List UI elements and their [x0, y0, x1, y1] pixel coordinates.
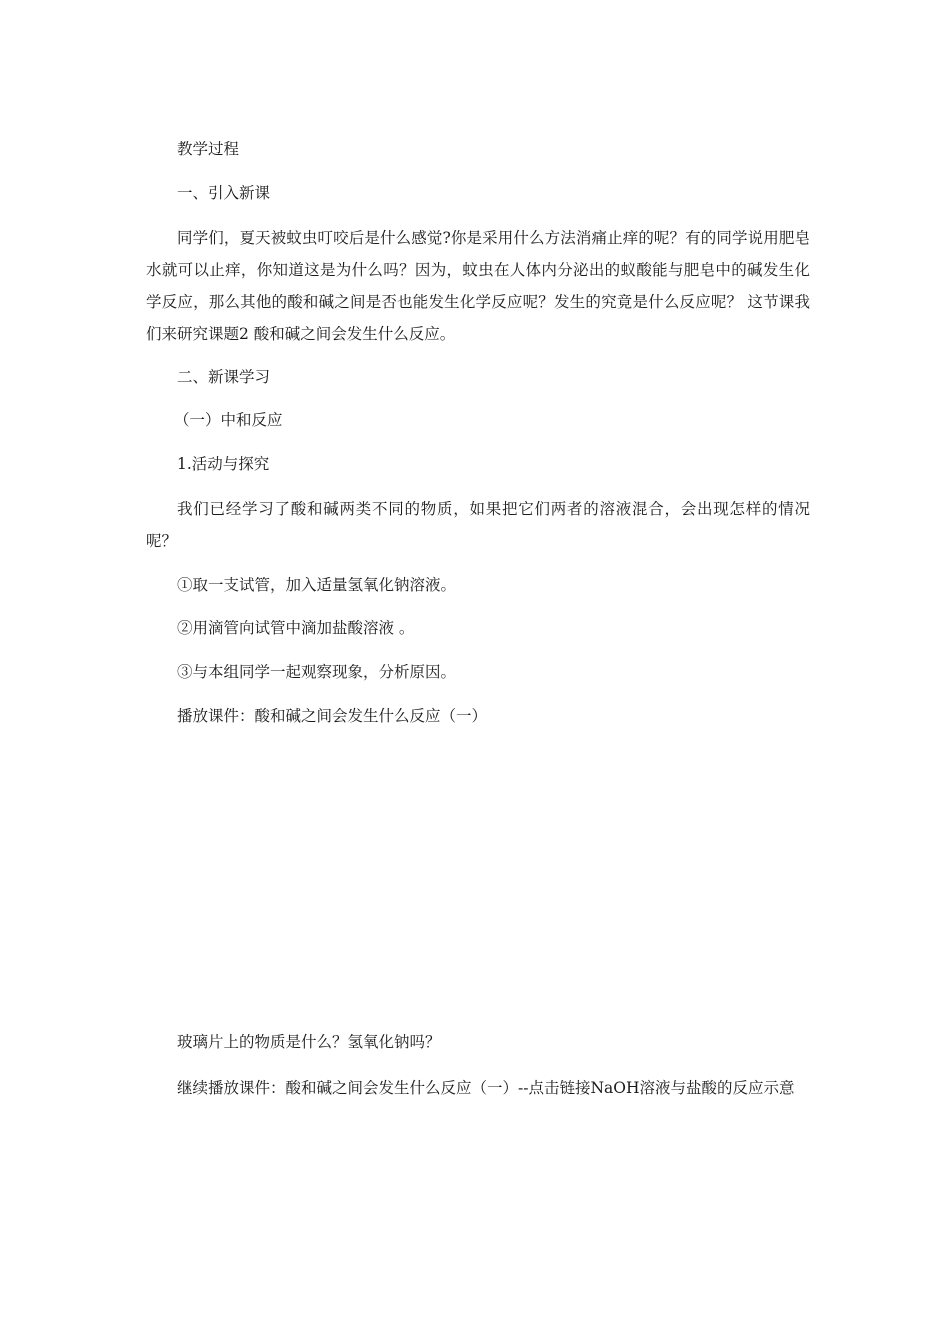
intro-paragraph: 同学们，夏天被蚊虫叮咬后是什么感觉?你是采用什么方法消痛止痒的呢？有的同学说用肥皂水就可以止痒，你知道这是为什么吗？因为，蚊虫在人体内分泌出的蚁酸能与肥皂中的碱发生化学反应，那么其他的酸和碱之间是否也能发生化学反应呢？发生的究竟是什么反应呢？ 这节课我们来研究课题2 酸和碱之间会发生什么反应。	[146, 229, 810, 343]
play-courseware-line: 播放课件：酸和碱之间会发生什么反应（一）	[177, 707, 488, 725]
step-item-2: ②用滴管向试管中滴加盐酸溶液 。	[177, 619, 415, 637]
activity-title: 1.活动与探究	[177, 455, 270, 473]
continue-courseware-paragraph: 继续播放课件：酸和碱之间会发生什么反应（一）--点击链接NaOH溶液与盐酸的反应示意	[177, 1079, 795, 1097]
section-title-new-lesson: 二、新课学习	[177, 368, 271, 386]
step-item-1: ①取一支试管，加入适量氢氧化钠溶液。	[177, 576, 457, 594]
subsection-title-neutralization: （一）中和反应	[174, 411, 283, 429]
step-item-3: ③与本组同学一起观察现象，分析原因。	[177, 663, 457, 681]
activity-paragraph: 我们已经学习了酸和碱两类不同的物质，如果把它们两者的溶液混合，会出现怎样的情况呢？	[146, 500, 810, 550]
section-title-intro: 一、引入新课	[177, 184, 271, 202]
question-line: 玻璃片上的物质是什么？氢氧化钠吗？	[177, 1033, 441, 1051]
document-heading: 教学过程	[177, 140, 240, 158]
